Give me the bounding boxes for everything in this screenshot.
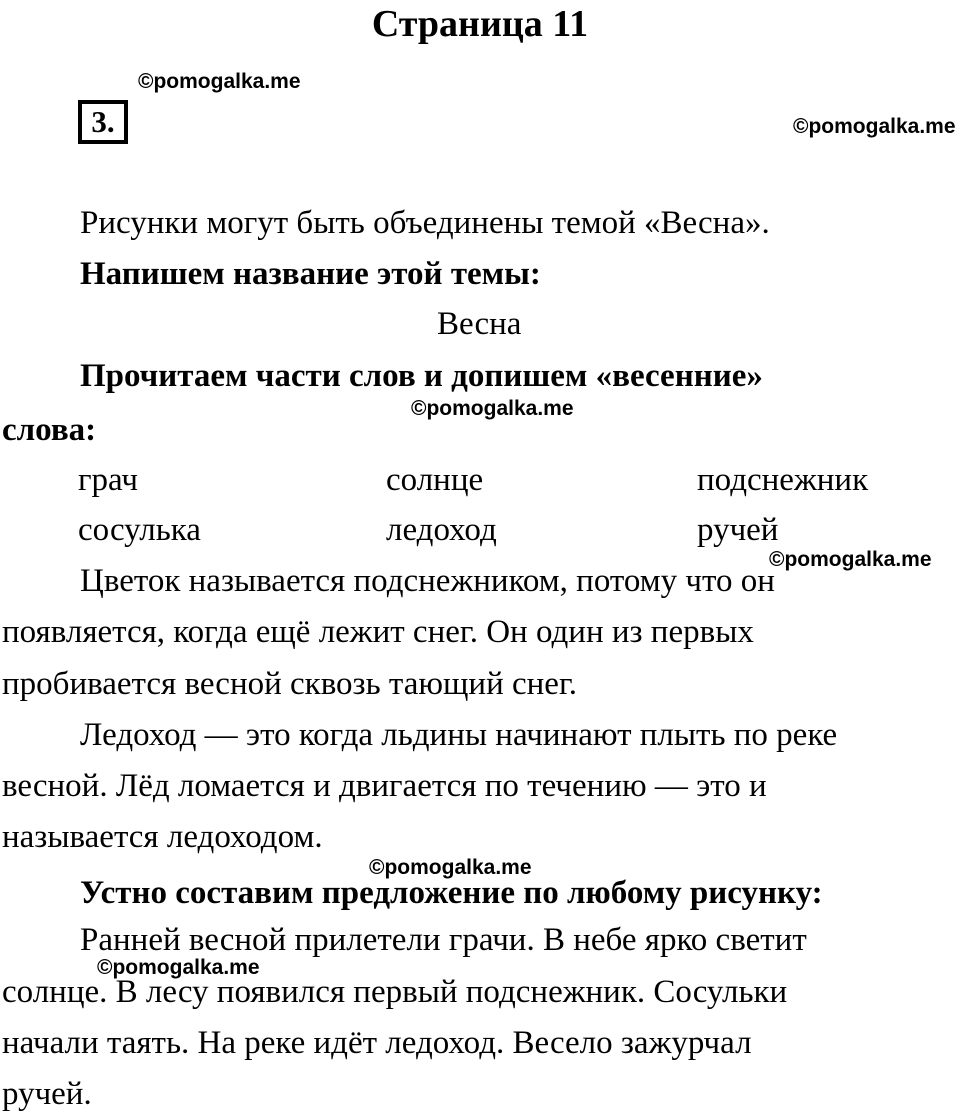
word-grach: грач	[78, 462, 138, 498]
paragraph-icedrift-line: весной. Лёд ломается и двигается по течению — это и	[2, 768, 767, 804]
word-ledohod: ледоход	[386, 512, 497, 548]
heading-words-line1: Прочитаем части слов и допишем «весенние»	[80, 358, 763, 394]
paragraph-oral-line: начали таять. На реке идёт ледоход. Весело зажурчал	[2, 1025, 752, 1061]
watermark-pomogalka: ©pomogalka.me	[138, 70, 301, 93]
heading-words-line2: слова:	[2, 412, 97, 448]
heading-oral: Устно составим предложение по любому рисунку:	[80, 875, 823, 911]
paragraph-snowdrop-line: появляется, когда ещё лежит снег. Он один из первых	[2, 614, 754, 650]
task-number: 3.	[91, 104, 115, 139]
task-number-box	[78, 100, 128, 144]
watermark-pomogalka: ©pomogalka.me	[97, 956, 260, 979]
page-title: Страница 11	[371, 3, 589, 45]
heading-theme: Напишем название этой темы:	[80, 256, 541, 292]
paragraph-oral-line: солнце. В лесу появился первый подснежник. Сосульки	[2, 974, 788, 1010]
watermark-pomogalka: ©pomogalka.me	[411, 397, 574, 420]
paragraph-snowdrop-line: Цветок называется подснежником, потому что он	[80, 563, 775, 599]
paragraph-oral-line: ручей.	[2, 1076, 92, 1112]
word-grid-row	[0, 464, 960, 504]
word-sosulka: сосулька	[78, 512, 201, 548]
intro-line: Рисунки могут быть объединены темой «Весна».	[80, 205, 770, 241]
watermark-pomogalka: ©pomogalka.me	[369, 856, 532, 879]
theme-answer: Весна	[437, 306, 522, 342]
paragraph-icedrift-line: называется ледоходом.	[2, 819, 323, 855]
word-ruchey: ручей	[697, 512, 779, 548]
watermark-pomogalka: ©pomogalka.me	[769, 548, 932, 571]
watermark-pomogalka: ©pomogalka.me	[793, 115, 956, 138]
word-solntse: солнце	[386, 462, 484, 498]
paragraph-snowdrop-line: пробивается весной сквозь тающий снег.	[2, 666, 578, 702]
word-podsnezhnik: подснежник	[697, 462, 869, 498]
paragraph-icedrift-line: Ледоход — это когда льдины начинают плыть по реке	[80, 717, 838, 753]
paragraph-oral-line: Ранней весной прилетели грачи. В небе ярко светит	[80, 922, 807, 958]
